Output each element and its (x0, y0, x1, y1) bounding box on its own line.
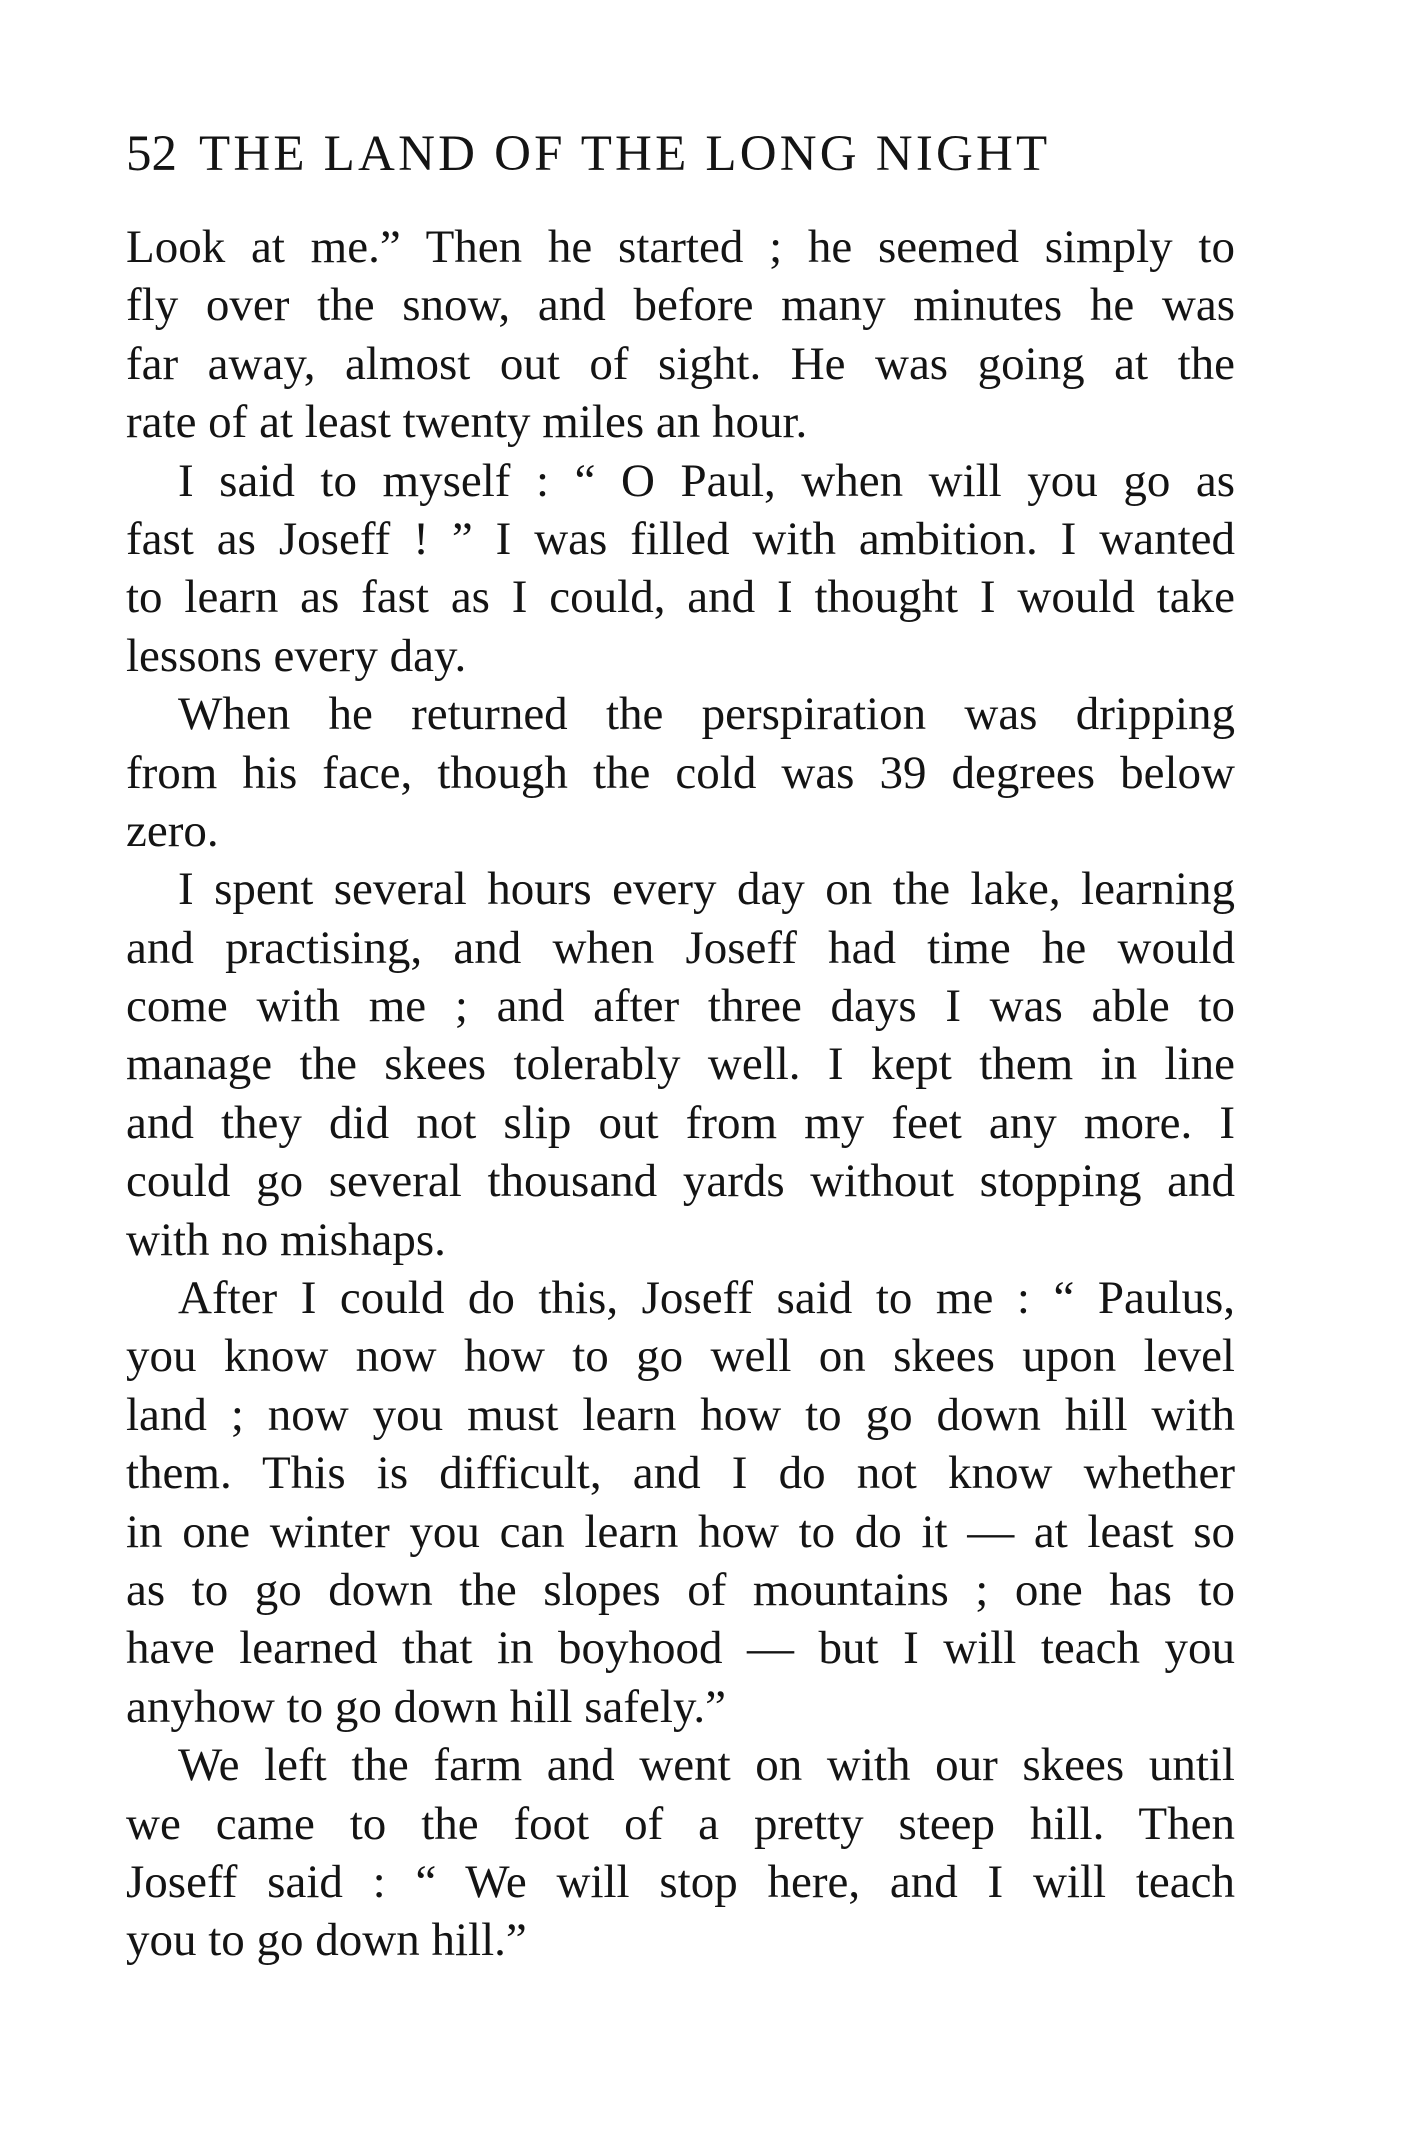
text-line: from his face, though the cold was 39 degrees below (126, 746, 1235, 799)
text-line: as to go down the slopes of mountains ; one has to (126, 1563, 1235, 1616)
text-line: lessons every day. (126, 629, 467, 682)
text-line: have learned that in boyhood — but I will teach you (126, 1622, 1235, 1675)
running-head (126, 124, 1234, 184)
text-line: I said to myself : “ O Paul, when will you go as (178, 454, 1235, 507)
text-line: you to go down hill.” (126, 1914, 527, 1967)
running-title: THE LAND OF THE LONG NIGHT (199, 126, 1051, 182)
text-line: Joseff said : “ We will stop here, and I will teach (126, 1855, 1235, 1908)
text-line: anyhow to go down hill safely.” (126, 1680, 727, 1733)
text-line: After I could do this, Joseff said to me : “ Paulus, (178, 1272, 1235, 1325)
text-line: I spent several hours every day on the lake, learning (178, 863, 1235, 916)
body-text (126, 218, 1235, 1970)
text-line: we came to the foot of a pretty steep hill. Then (126, 1797, 1235, 1850)
page-number: 52 (126, 126, 177, 182)
text-line: manage the skees tolerably well. I kept them in line (126, 1038, 1235, 1091)
text-line: come with me ; and after three days I was able to (126, 980, 1235, 1033)
text-line: We left the farm and went on with our skees until (178, 1739, 1235, 1792)
text-line: to learn as fast as I could, and I thought I would take (126, 571, 1235, 624)
text-line: When he returned the perspiration was dripping (178, 688, 1235, 741)
text-line: with no mishaps. (126, 1213, 446, 1266)
text-line: rate of at least twenty miles an hour. (126, 396, 808, 449)
text-line: them. This is difficult, and I do not know whether (126, 1447, 1235, 1500)
text-line: far away, almost out of sight. He was going at the (126, 337, 1235, 390)
text-line: land ; now you must learn how to go down hill with (126, 1388, 1235, 1441)
text-line: zero. (126, 804, 219, 857)
text-line: could go several thousand yards without stopping and (126, 1155, 1235, 1208)
text-line: and practising, and when Joseff had time he would (126, 921, 1235, 974)
text-line: you know now how to go well on skees upon level (126, 1330, 1235, 1383)
text-line: and they did not slip out from my feet any more. I (126, 1096, 1235, 1149)
text-line: fast as Joseff ! ” I was filled with ambition. I wanted (126, 512, 1235, 565)
text-line: Look at me.” Then he started ; he seemed simply to (126, 221, 1235, 273)
text-line: fly over the snow, and before many minutes he was (126, 279, 1235, 332)
text-line: in one winter you can learn how to do it — at least so (126, 1505, 1235, 1558)
